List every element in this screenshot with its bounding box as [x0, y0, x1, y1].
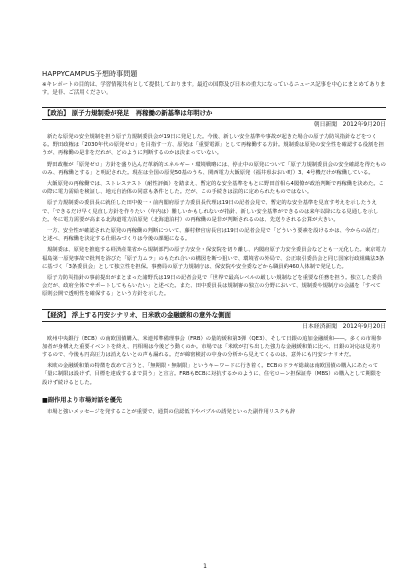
article-paragraph: 原子力規制委の委員長に就任した田中俊一・前内閣府原子力委員長代理は19日の記者会見で、暫定的な安全基準を見直す考えを示したうえで、「できるだけ早く見直し方針を作りたい（年内は）難しいかもしれないが指針、新しい安全基準ができるのは来年以降になる見通しを示した。冬に電力需要が高まる北海道電力泊原発（北海道泊村）の再稼働の是非が判断されるのは、先送りされる公算が大きい。: [42, 200, 379, 223]
article-paragraph: 米欧の金融緩和策の特徴を改めて言うと、「無期限・無制限」というキーワードに行き着く。ECBのドラギ総裁は南欧国債の購入にあたって「量に制限は設けず、目標を達成するまで買う」と宣言。FRBもECBに対抗するかのように、住宅ローン担保証券（MBS）の購入として期限を設けず続けるとした。: [42, 363, 382, 386]
article-headline: 【経済】 浮上する円安シナリオ、日米欧の金融緩和の意外な側面: [42, 309, 386, 322]
article-source: 日本経済新聞 2012年9月20日: [302, 323, 386, 330]
article-paragraph: 一方、安全性が確認された原発の再稼働の判断について、藤村修官房長官は19日の記者会見で「どういう要素を設けるかは、今からの話だ」と述べ、再稼働を決定する仕組みづくりは今後の課題になる。: [42, 228, 382, 243]
article-paragraph: 原子力防災指針の事前提出がまとまった諸野氏は19日の記者会見で「世界で最高レベルの厳しい規制などを重要な任務を担う。独立した委員会だが、政府全体でサポートしてもらいたい」と述べた。また、田中委員長は規制審の独立の分野において、規制委や規制庁の会議を「すべて原則公開で透明性を確保する」という方針を示した。: [42, 275, 383, 298]
article-politics: [42, 107, 386, 299]
article-paragraph: 新たな原発の安全規制を担う原子力規制委員会が19日に発足した。今後、新しい安全基準や事故が起きた場合の原子力防災指針などをつくる。野田政権は「2030年代の原発ゼロ」を目指す一方、原発は「重要電源」として再稼働する方針。規制委は原発の安全性を確認する役割を担うが、再稼働の是非をだれが、どのように判断するのかは決まっていない。: [42, 134, 384, 157]
article-source: 朝日新聞 2012年9月20日: [313, 122, 386, 128]
article-headline: 【政治】 原子力規制委が発足 再稼働の新基準は年明けか: [42, 107, 386, 120]
article-economy: [42, 309, 386, 387]
subheading: ■副作用より市場対話を優先: [42, 396, 123, 404]
intro-note: ※キレポートの目的は、学習情報共有として提供しております。最近の国際及び日本の重大になっているニュース記事を中心にまとめてあります。是非、ご活用ください。: [42, 82, 386, 96]
article-paragraph: 野田政権が「原発ゼロ」方針を盛り込んだ革新的エネルギー・環境戦略には、停止中の原発について「原子力規制委員会の安全確認を得たもののみ、再稼働とする」と明記された。現在は全国の原発50基のうち、関西電力大飯原発（福井県おおい町）3、4号機だけが稼働している。: [42, 161, 386, 176]
article-paragraph: 欧州中央銀行（ECB）の南欧国債購入、米連邦準備理事会（FRB）の量的緩和第3弾（QE3）、そして日銀の追加金融緩和――。多くの市場参加者が身構えた重要イベントを終え、円相場は今後どう動くのか。市場では「米欧が打ち出した強力な金融緩和策に比べ、日銀の対応は見劣りするので、今後も円高圧力は消えないとの声も漏れる。だが綿密検討の中身の分析から見えてくるのは、意外にも円安シナリオだ。: [42, 335, 382, 359]
brand-title: HAPPYCAMPUS予想時事問題: [42, 70, 138, 78]
article-paragraph: 規制委は、原発を推進する経済産業省から規制部門の原子力安全・保安院を切り離し、内閣府原子力安全委員会などとも一元化した。東京電力福島第一原発事故で批判を浴びた「原子力ムラ」のもたれ合いの構図を断つ狙いで、環境省の外局で、公正取引委員会と同じ国家行政組織法3条に基づく「3条委員会」として独立性を担保。事務局の原子力規制庁は、保安院や安全委などから職員約460人体制で発足した。: [42, 247, 387, 270]
closing-paragraph: 市場と強いメッセージを発することが重要で、通貨の信認低下やバブルの誘発といった副作用リスクも辞: [47, 408, 296, 415]
page-number: 1: [203, 563, 207, 570]
article-paragraph: 大飯原発の再稼働では、ストレステスト（耐性評価）を踏まえ、暫定的な安全基準をもとに野田首相ら4閣僚が政治判断で再稼働を決めた。この際に電力需給を検証し、地元自治体の同意も条件とした。だが、この手続きは法的に定められたものではない。: [42, 181, 384, 196]
